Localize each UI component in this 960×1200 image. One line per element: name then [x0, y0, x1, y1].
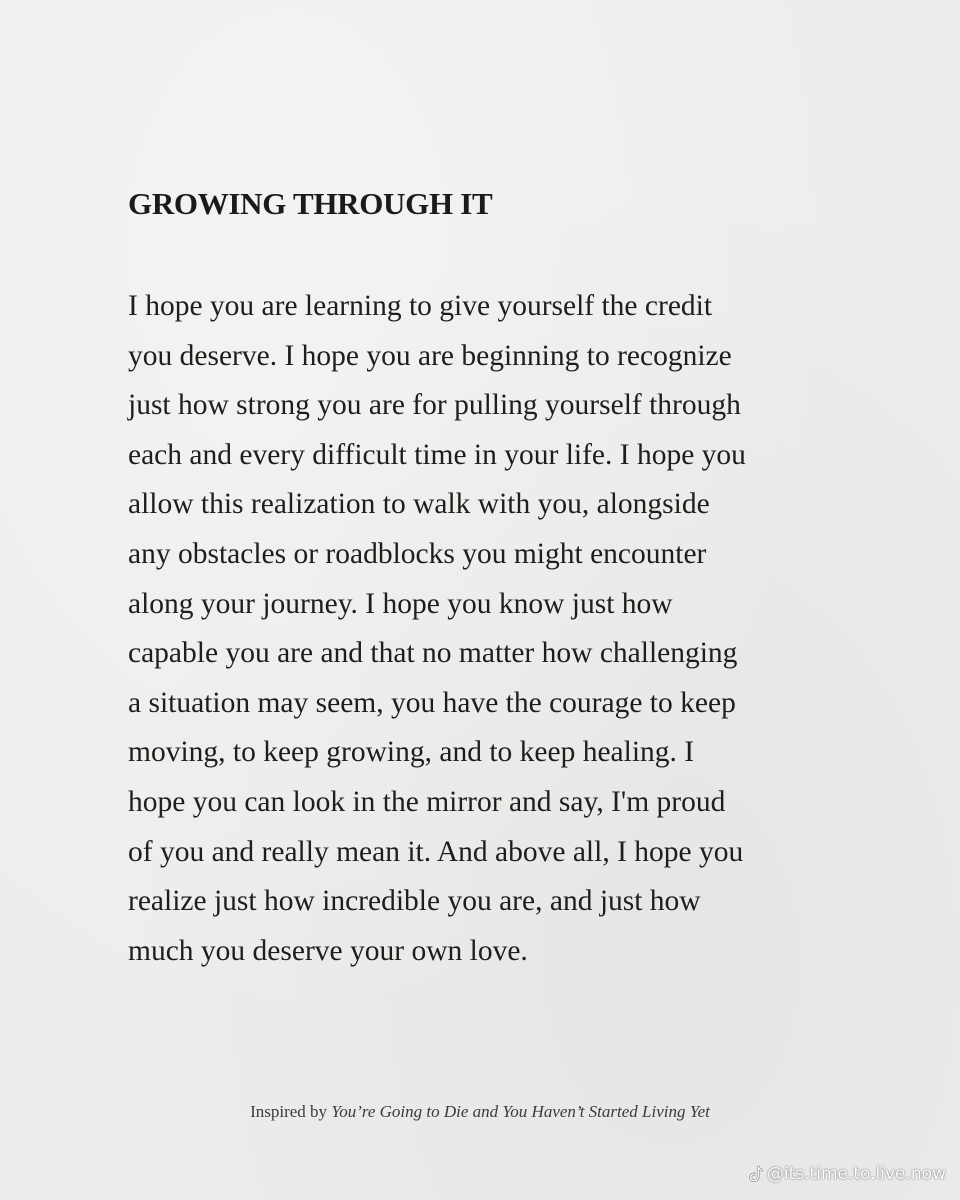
body-line: moving, to keep growing, and to keep healing. I [128, 736, 695, 769]
body-line: of you and really mean it. And above all, I hope you [128, 835, 744, 868]
watermark [749, 1164, 946, 1184]
body-line: a situation may seem, you have the courage to keep [128, 686, 736, 719]
quote-body [128, 282, 868, 976]
body-line: hope you can look in the mirror and say, I'm proud [128, 785, 726, 818]
body-line: realize just how incredible you are, and just how [128, 885, 701, 918]
body-line: along your journey. I hope you know just how [128, 587, 673, 620]
body-line: each and every difficult time in your life. I hope you [128, 438, 746, 471]
body-line: much you deserve your own love. [128, 934, 528, 967]
body-line: I hope you are learning to give yourself the credit [128, 290, 713, 322]
watermark-handle: @its.time.to.live.now [766, 1164, 946, 1184]
body-line: you deserve. I hope you are beginning to recognize [128, 339, 732, 372]
credit-book-title: You’re Going to Die and You Haven’t Started Living Yet [331, 1102, 710, 1121]
body-line: any obstacles or roadblocks you might encounter [128, 537, 707, 570]
body-line: capable you are and that no matter how challenging [128, 637, 738, 670]
book-credit [0, 1100, 960, 1124]
body-line: allow this realization to walk with you, alongside [128, 488, 710, 521]
body-line: just how strong you are for pulling yourself through [128, 389, 741, 422]
credit-prefix: Inspired by [250, 1102, 328, 1121]
page-title: GROWING THROUGH IT [128, 186, 493, 221]
tiktok-icon [749, 1165, 763, 1183]
